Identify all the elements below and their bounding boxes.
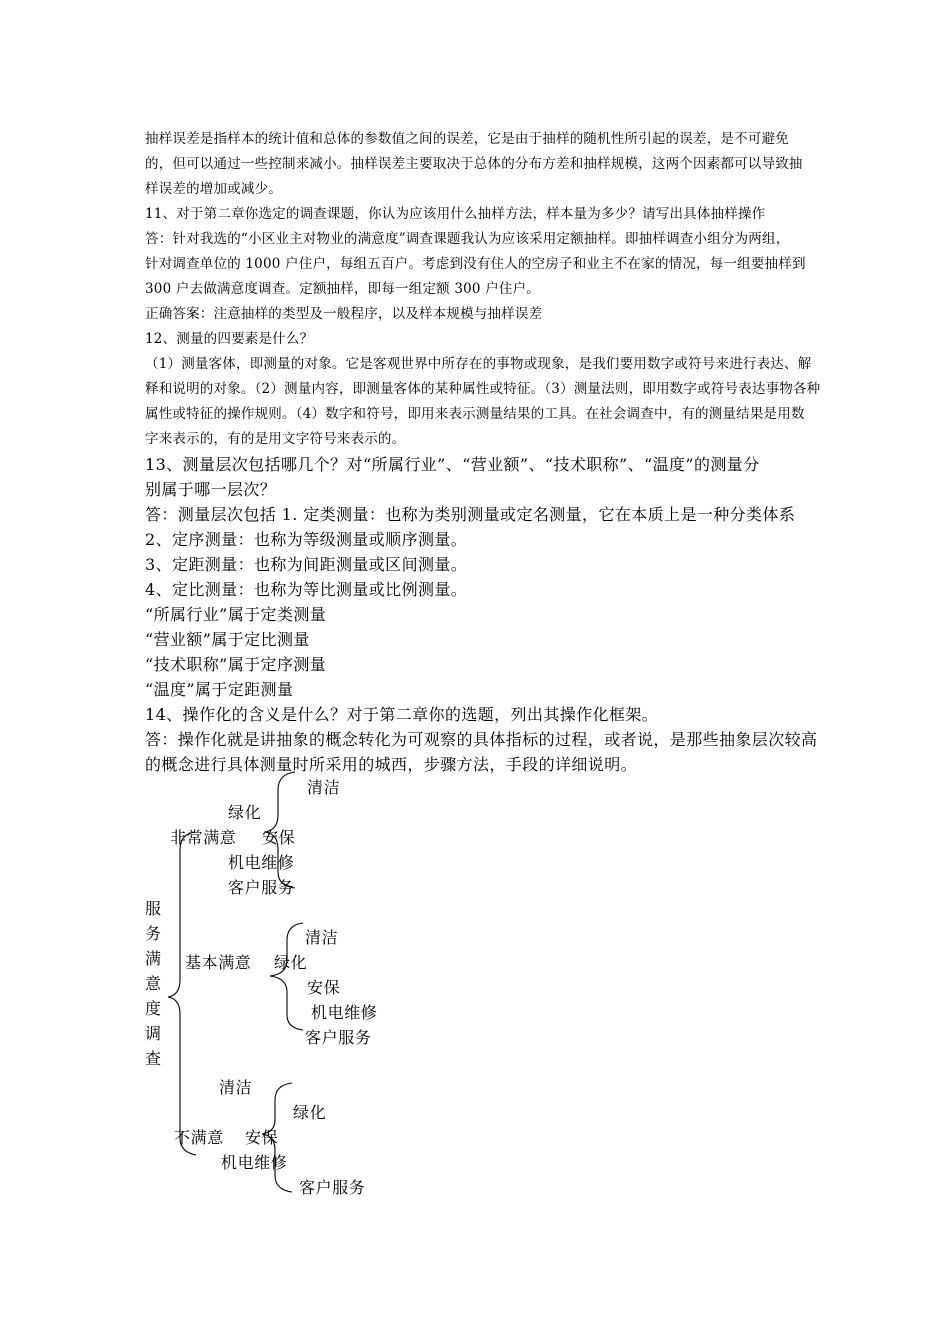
text-line: 4、定比测量：也称为等比测量或比例测量。	[145, 580, 468, 599]
item-label: 清洁	[305, 928, 339, 947]
text-line: （1）测量客体，即测量的对象。它是客观世界中所存在的事物或现象，是我们要用数字或符号来进行表达、解	[145, 356, 812, 372]
root-brace	[168, 832, 196, 1155]
group-label: 非常满意	[170, 828, 237, 847]
text-line: 3、定距测量：也称为间距测量或区间测量。	[145, 555, 468, 574]
text-line: 2、定序测量：也称为等级测量或顺序测量。	[145, 530, 468, 549]
question-13: 13、测量层次包括哪几个？对“所属行业”、“营业额”、“技术职称”、“温度”的测量分	[145, 455, 760, 474]
item-label: 绿化	[228, 803, 262, 822]
question-12: 12、测量的四要素是什么？	[145, 331, 314, 347]
item-label: 客户服务	[305, 1028, 372, 1047]
text-line: 答：测量层次包括 1. 定类测量：也称为类别测量或定名测量，它在本质上是一种分类体系	[145, 505, 796, 524]
group-label: 基本满意	[185, 953, 252, 972]
item-label: 绿化	[293, 1103, 327, 1122]
item-label: 清洁	[307, 778, 341, 797]
diagram-root-label: 服务满意度调查	[145, 899, 162, 1068]
text-line: 针对调查单位的 1000 户住户，每组五百户。考虑到没有住人的空房子和业主不在家的情况，每一组要抽样到	[145, 256, 806, 272]
text-line: “营业额”属于定比测量	[145, 630, 310, 649]
text-line: 的，但可以通过一些控制来减小。抽样误差主要取决于总体的分布方差和抽样规模，这两个因素都可以导致抽	[145, 156, 803, 172]
text-line: 属性或特征的操作规则。（4）数字和符号，即用来表示测量结果的工具。在社会调查中，有的测量结果是用数	[145, 406, 805, 422]
text-line: 的概念进行具体测量时所采用的城西，步骤方法，手段的详细说明。	[145, 755, 638, 774]
correct-answer: 正确答案：注意抽样的类型及一般程序，以及样本规模与抽样误差	[145, 306, 543, 322]
item-label: 机电维修	[228, 853, 295, 872]
item-label: 安保	[245, 1128, 279, 1147]
question-11: 11、对于第二章你选定的调查课题，你认为应该用什么抽样方法，样本量为多少？请写出具体抽样操作	[145, 206, 766, 222]
item-label: 客户服务	[299, 1178, 366, 1197]
item-label: 绿化	[274, 953, 308, 972]
text-line: “温度”属于定距测量	[145, 680, 294, 699]
text-line: 别属于哪一层次？	[145, 480, 277, 499]
text-line: 释和说明的对象。（2）测量内容，即测量客体的某种属性或特征。（3）测量法则，即用数字或符号表达事物各种	[145, 381, 821, 397]
text-line: “技术职称”属于定序测量	[145, 655, 327, 674]
text-line: 答：针对我选的“小区业主对物业的满意度”调查课题我认为应该采用定额抽样。即抽样调查小组分为两组，	[145, 231, 790, 247]
item-label: 安保	[262, 828, 296, 847]
text-line: 300 户去做满意度调查。定额抽样，即每一组定额 300 户住户。	[145, 281, 541, 297]
text-line: 抽样误差是指样本的统计值和总体的参数值之间的误差，它是由于抽样的随机性所引起的误差，是不可避免	[145, 131, 789, 147]
text-line: 答：操作化就是讲抽象的概念转化为可观察的具体指标的过程，或者说，是那些抽象层次较高	[145, 730, 818, 749]
text-line: 样误差的增加或减少。	[145, 181, 282, 197]
item-label: 机电维修	[311, 1003, 378, 1022]
item-label: 清洁	[219, 1078, 253, 1097]
group2-brace	[270, 923, 303, 1030]
text-line: 字来表示的，有的是用文字符号来表示的。	[145, 431, 406, 447]
question-14: 14、操作化的含义是什么？对于第二章你的选题，列出其操作化框架。	[145, 705, 659, 724]
item-label: 机电维修	[221, 1153, 288, 1172]
item-label: 客户服务	[228, 878, 295, 897]
item-label: 安保	[307, 978, 341, 997]
group-label: 不满意	[174, 1128, 224, 1147]
text-line: “所属行业”属于定类测量	[145, 605, 327, 624]
